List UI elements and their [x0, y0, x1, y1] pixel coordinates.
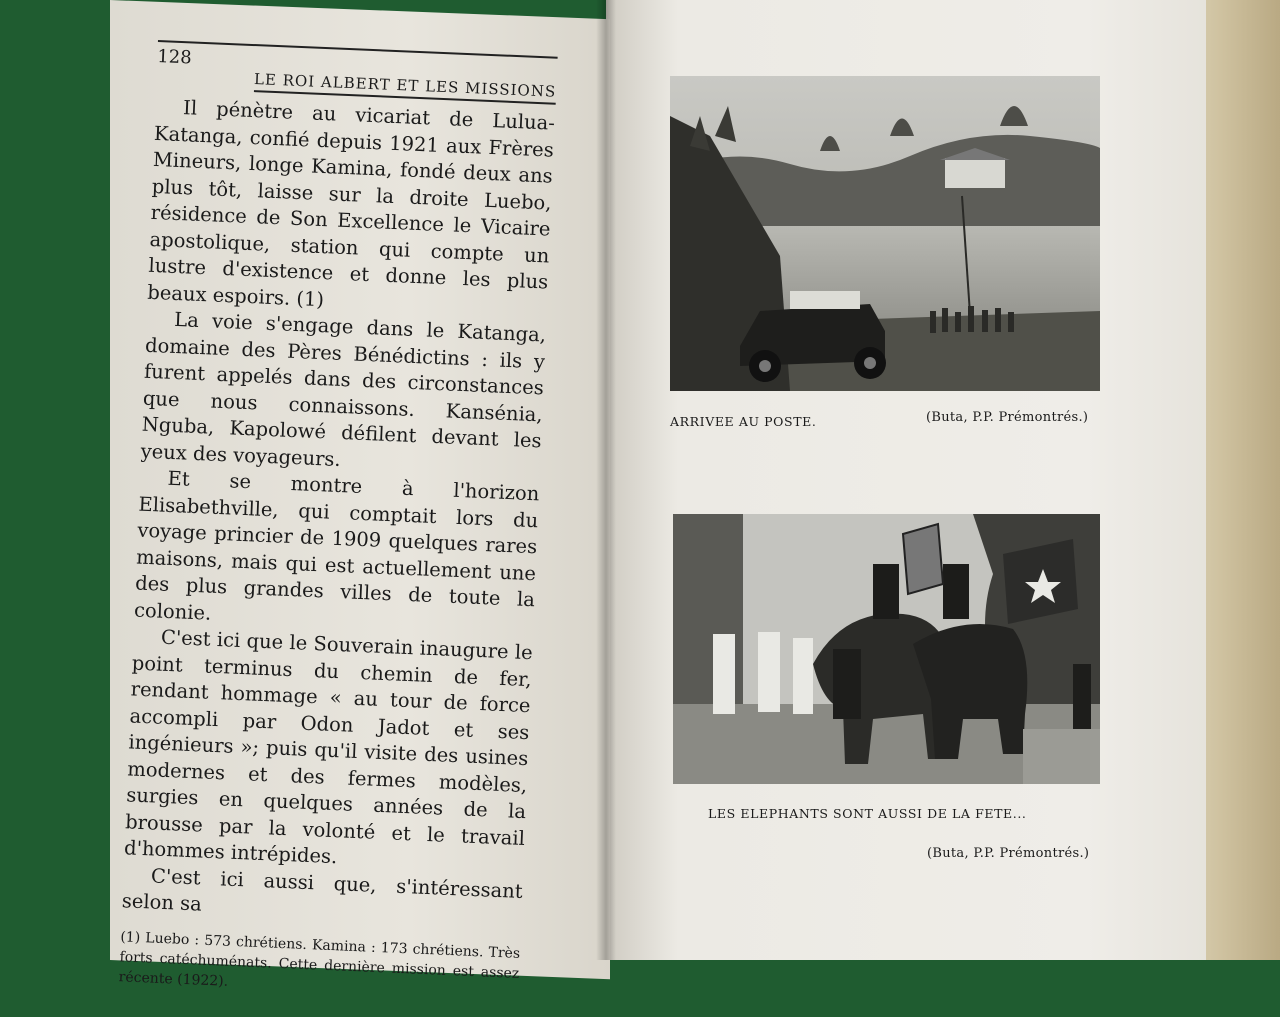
- paragraph: Il pénètre au vicariat de Lulua-Katanga, confié depuis 1921 aux Frères Mineurs, longe Kamina, fondé deux ans plus tôt, laisse sur la droite Luebo, résidence de Son Excellence le Vicaire apostolique, station qui compte un lustre d'existence et donne les plus beaux espoirs. (1): [146, 96, 556, 311]
- photo-elephants: [673, 514, 1100, 784]
- book-gutter: [596, 0, 616, 960]
- photo-elephants-illustration: [673, 514, 1100, 784]
- running-head-title: LE ROI ALBERT ET LES MISSIONS: [253, 70, 556, 105]
- paragraph: La voie s'engage dans le Katanga, domaine des Pères Bénédictins : ils y furent appelés dans des circonstances que nous connaissons. Kansénia, Nguba, Kapolowé défilent devant les yeux des voyageurs.: [140, 307, 547, 471]
- photo-2-caption: LES ELEPHANTS SONT AUSSI DE LA FETE...: [708, 806, 1027, 821]
- photo-arrival-illustration: [670, 76, 1100, 391]
- body-text: [121, 94, 555, 932]
- footnote: (1) Luebo : 573 chrétiens. Kamina : 173 chrétiens. Très forts catéchuménats. Cette dernière mission est assez récente (1922).: [118, 928, 521, 990]
- paragraph: Et se montre à l'horizon Elisabethville, qui comptait lors du voyage princier de 1909 quelques rares maisons, mais qui est actuellement une des plus grandes villes de toute la colonie.: [133, 466, 540, 625]
- photo-2-credit: (Buta, P.P. Prémontrés.): [927, 846, 1090, 861]
- photo-1-caption: ARRIVEE AU POSTE.: [670, 414, 817, 429]
- photo-1-credit: (Buta, P.P. Prémontrés.): [926, 410, 1089, 425]
- paragraph: C'est ici que le Souverain inaugure le point terminus du chemin de fer, rendant hommage « au tour de force accompli par Odon Jadot et ses ingénieurs »; puis qu'il visite des usines modernes et des fermes modèles, surgies en quelques années de la brousse par la volonté et le travail d'hommes intrépides.: [123, 625, 534, 869]
- photo-arrival-at-post: [670, 76, 1100, 391]
- page-number: 128: [156, 45, 193, 69]
- left-page-content: [118, 40, 558, 1017]
- paragraph: C'est ici aussi que, s'intéressant selon sa: [121, 863, 524, 916]
